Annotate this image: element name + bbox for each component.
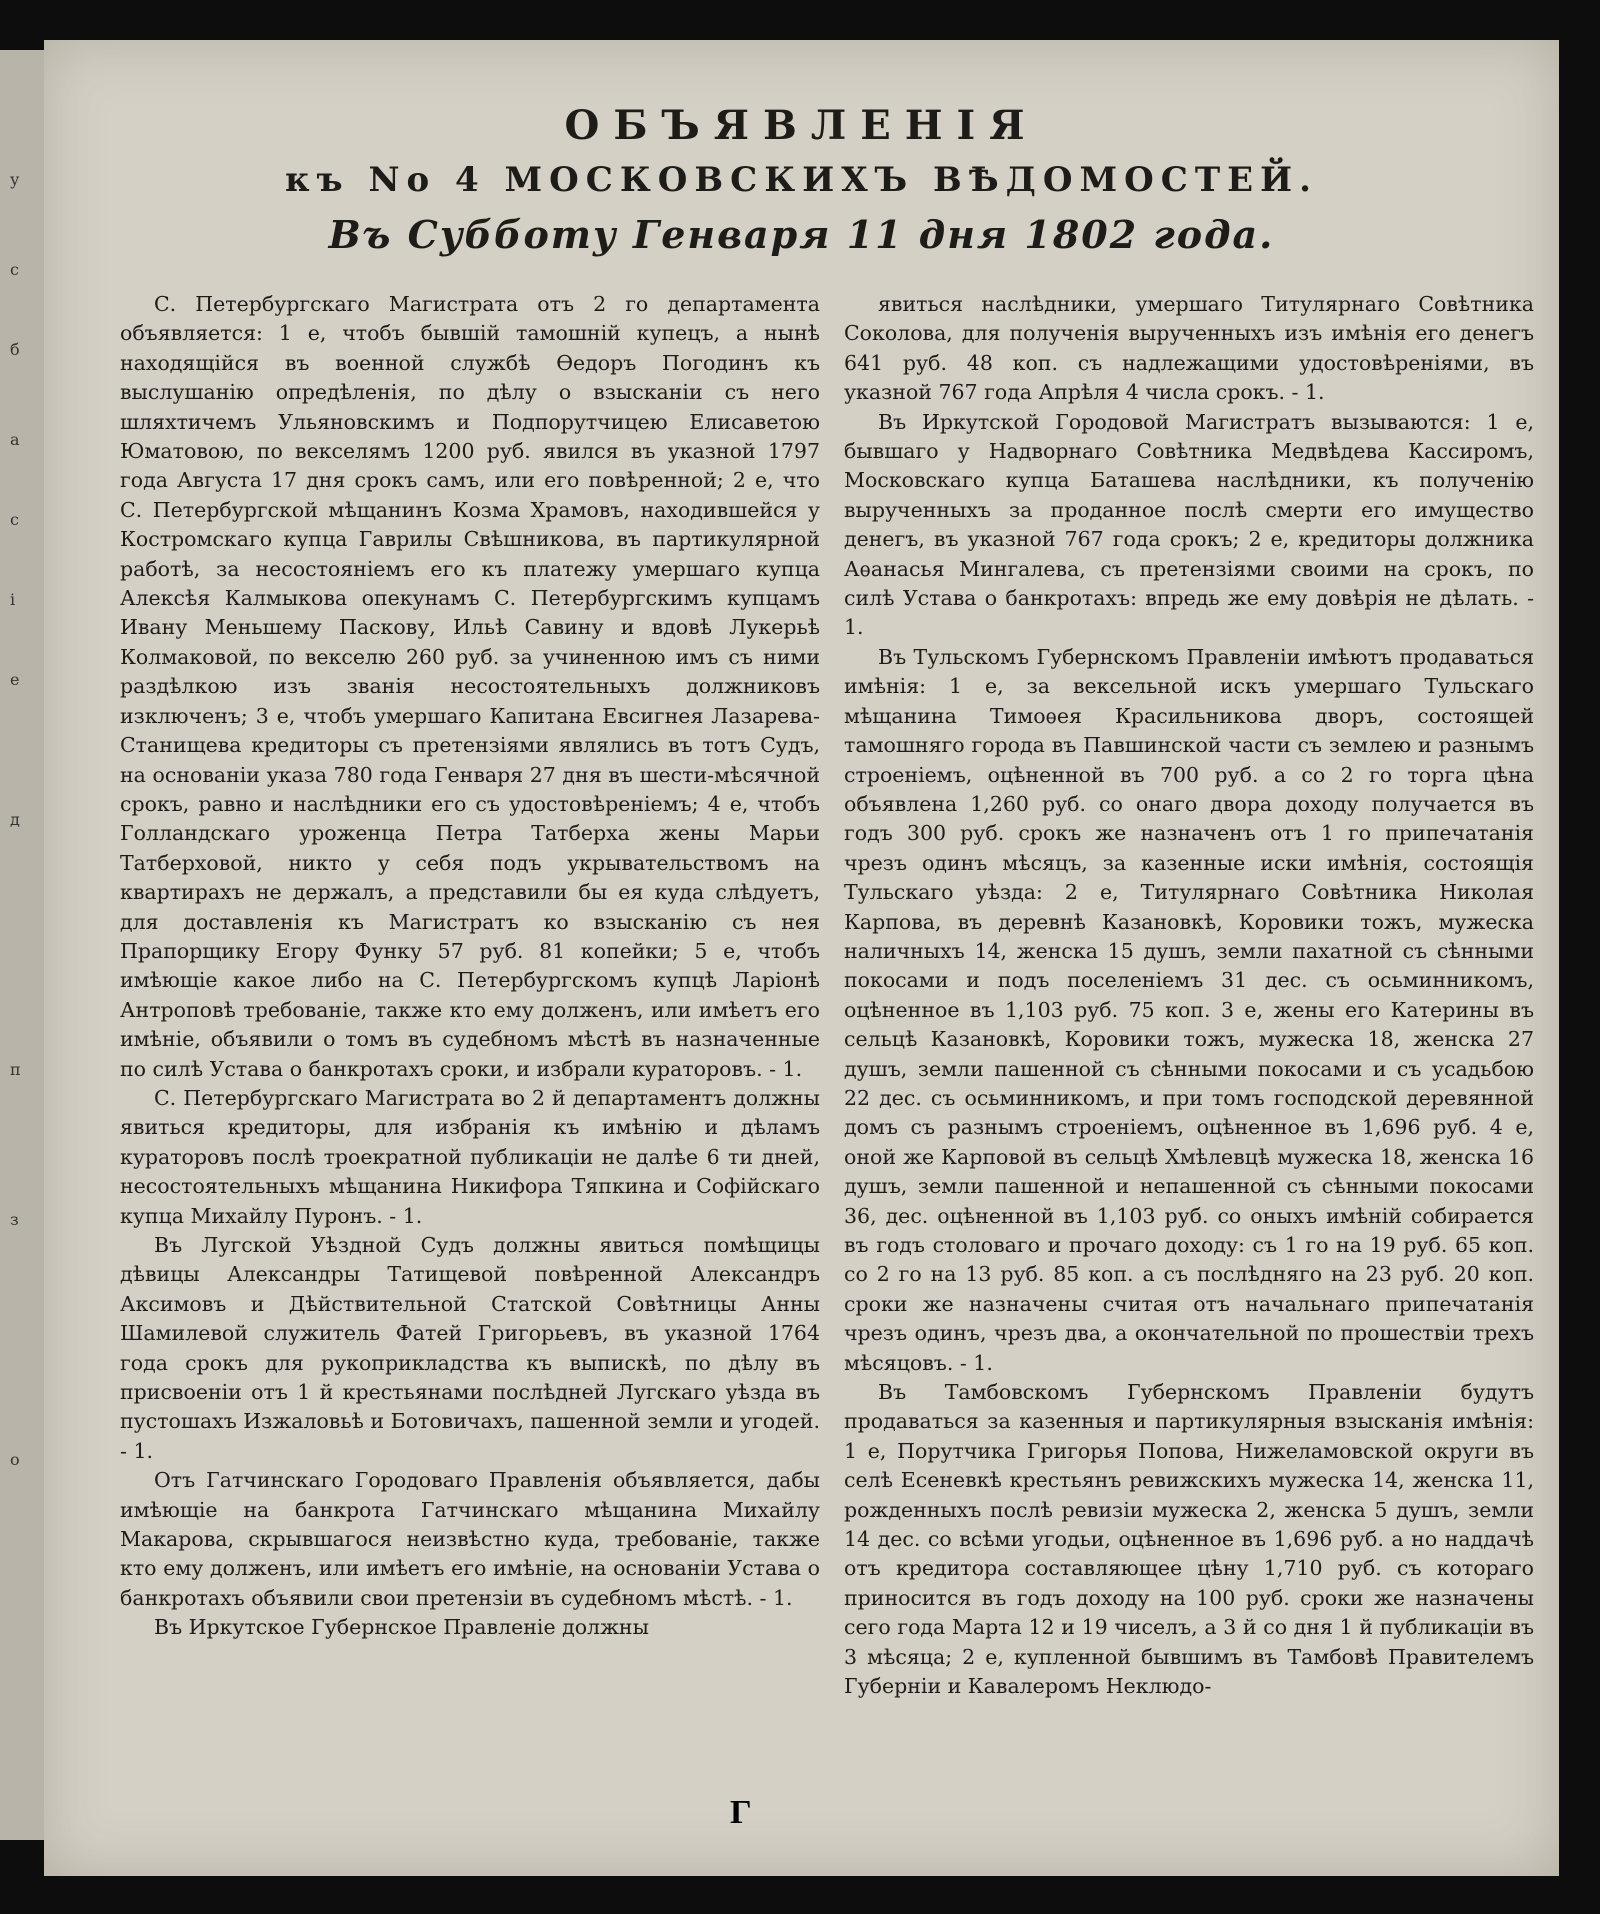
margin-mark: а (10, 430, 20, 449)
announcement: Въ Тульскомъ Губернскомъ Правленіи имѣютъ продаваться имѣнія: 1 е, за вексельной искъ умершаго Тульскаго мѣщанина Тимоѳея Красильникова дворъ, состоящей тамошняго города въ Павшинской части съ землею и разнымъ строеніемъ, оцѣненной въ 700 руб. а со 2 го торга цѣна объявлена 1,260 руб. со онаго двора доходу получается въ годъ 300 руб. срокъ же назначенъ отъ 1 го припечатанія чрезъ одинъ мѣсяцъ, за казенные иски имѣнія, состоящія Тульскаго уѣзда: 2 е, Титулярнаго Совѣтника Николая Карпова, въ деревнѣ Казановкѣ, Коровики тожъ, мужеска наличныхъ 14, женска 15 душъ, земли пахатной съ сѣнными покосами и подъ поселеніемъ 31 дес. съ осьминникомъ, оцѣненное въ 1,103 руб. 75 коп. 3 е, жены его Катерины въ сельцѣ Казановкѣ, Коровики тожъ, мужеска 18, женска 27 душъ, земли пашенной съ сѣнными покосами и съ усадьбою 22 дес. съ осьминникомъ, и при томъ господской деревянной домъ съ разнымъ строеніемъ, оцѣненное въ 1,696 руб. 4 е, оной же Карповой въ сельцѣ Хмѣлевцѣ мужеска 18, женска 16 душъ, земли пашенной и непашенной съ сѣнными покосами 36, дес. оцѣненной въ 1,103 руб. со оныхъ имѣній собирается въ годъ столоваго и прочаго доходу: съ 1 го на 19 руб. 65 коп. со 2 го на 13 руб. 85 коп. а съ послѣдняго на 23 руб. 20 коп. сроки же назначены считая отъ начальнаго припечатанія чрезъ одинъ, чрезъ два, а окончательной по прошествіи трехъ мѣсяцовъ. - 1. (844, 644, 1534, 1375)
margin-mark: с (10, 260, 19, 279)
announcement: явиться наслѣдники, умершаго Титулярнаго Совѣтника Соколова, для полученія вырученныхъ изъ имѣнія его денегъ 641 руб. 48 коп. съ надлежащими удостовѣреніями, въ указной 767 года Апрѣля 4 числа срокъ. - 1. (844, 292, 1534, 405)
margin-mark: с (10, 510, 19, 529)
announcement: Въ Лугской Уѣздной Судъ должны явиться помѣщицы дѣвицы Александры Татищевой повѣренной Александръ Аксимовъ и Дѣйствительной Статской Совѣтницы Анны Шамилевой служитель Фатей Григорьевъ, въ указной 1764 года срокъ для рукоприкладства къ выпискѣ, по дѣлу въ присвоеніи отъ 1 й крестьянами послѣдней Лугскаго уѣзда въ пустошахъ Изжаловьѣ и Ботовичахъ, пашенной земли и угодей. - 1. (120, 1233, 820, 1463)
announcement: Въ Иркутское Губернское Правленіе должны (154, 1615, 649, 1640)
masthead (44, 40, 1559, 257)
right-column (844, 290, 1534, 1820)
margin-mark: о (10, 1450, 20, 1469)
announcement: Отъ Гатчинскаго Городоваго Правленія объявляется, дабы имѣющіе на банкрота Гатчинскаго мѣщанина Михайлу Макарова, скрывшагося неизвѣстно куда, требованіе, также кто ему долженъ, или имѣетъ его имѣніе, на основаніи Устава о банкротахъ объявили свои претензіи въ судебномъ мѣстѣ. - 1. (120, 1468, 820, 1610)
margin-mark: і (10, 590, 16, 609)
page-title: ОБЪЯВЛЕНІЯ (564, 102, 1039, 149)
announcement: Въ Тамбовскомъ Губернскомъ Правленіи будутъ продаваться за казенныя и партикулярныя взысканія имѣнія: 1 е, Порутчика Григорья Попова, Нижеламовской округи въ селѣ Есеневкѣ крестьянъ ревижскихъ мужеска 14, женска 11, рожденныхъ послѣ ревизіи мужеска 2, женска 5 душъ, земли 14 дес. со всѣми угодьи, оцѣненное въ 1,696 руб. а но наддачѣ отъ кредитора составляющее цѣну 1,710 руб. съ котораго приносится въ годъ доходу на 100 руб. сроки же назначены сего года Марта 12 и 19 чиселъ, а 3 й со дня 1 й публикаціи въ 3 мѣсяца; 2 е, купленной бывшимъ въ Тамбовѣ Правителемъ Губерніи и Кавалеромъ Неклюдо- (844, 1380, 1534, 1699)
newspaper-page (44, 40, 1559, 1876)
left-column (120, 290, 820, 1820)
previous-page-edge (0, 50, 44, 1840)
signature-mark: Г (730, 1794, 752, 1831)
margin-mark: д (10, 810, 20, 829)
issue-date: Въ Субботу Генваря 11 дня 1802 года. (328, 212, 1275, 257)
margin-mark: п (10, 1060, 21, 1079)
announcement: С. Петербургскаго Магистрата отъ 2 го департамента объявляется: 1 е, чтобъ бывшій тамошній купецъ, а нынѣ находящійся въ военной службѣ Ѳедоръ Погодинъ къ выслушанію опредѣленія, по дѣлу о взысканіи съ него шляхтичемъ Ульяновскимъ и Подпорутчицею Елисаветою Юматовою, по векселямъ 1200 руб. явился въ указной 1797 года Августа 17 дня срокъ самъ, или его повѣренной; 2 е, что С. Петербургской мѣщанинъ Козма Храмовъ, находившейся у Костромскаго купца Гаврилы Свѣшникова, въ партикулярной работѣ, за несостояніемъ его къ платежу умершаго купца Алексѣя Калмыкова опекунамъ С. Петербургскимъ купцамъ Ивану Меньшему Паскову, Ильѣ Савину и вдовѣ Лукерьѣ Колмаковой, по векселю 260 руб. за учиненною имъ съ ними раздѣлкою изъ званія несостоятельныхъ должниковъ изключенъ; 3 е, чтобъ умершаго Капитана Евсигнея Лазарева-Станищева кредиторы съ претензіями являлись въ тотъ Судъ, на основаніи указа 780 года Генваря 27 дня въ шести-мѣсячной срокъ, равно и наслѣдники его съ удостовѣреніемъ; 4 е, чтобъ Голландскаго уроженца Петра Татберха жены Марьи Татберховой, никто у себя подъ укрывательствомъ на квартирахъ не держалъ, а представили бы ея куда слѣдуетъ, для доставленія къ Магистратъ ко взысканію съ нея Прапорщику Егору Функу 57 руб. 81 копейки; 5 е, чтобъ имѣющіе какое либо на С. Петербургскомъ купцѣ Ларіонѣ Антроповѣ требованіе, также кто ему долженъ, или имѣетъ его имѣніе, объявили о томъ въ судебномъ мѣстѣ въ назначенные по силѣ Устава о банкротахъ сроки, и избрали кураторовъ. - 1. (120, 292, 820, 1081)
margin-mark: е (10, 670, 20, 689)
margin-mark: з (10, 1210, 19, 1229)
margin-mark: б (10, 340, 20, 359)
announcement: С. Петербургскаго Магистрата во 2 й департаментъ должны явиться кредиторы, для избранія къ имѣнію и дѣламъ кураторовъ послѣ троекратной публикаціи не далѣе 6 ти дней, несостоятельныхъ мѣщанина Никифора Тяпкина и Софійскаго купца Михайлу Пуронъ. - 1. (120, 1085, 820, 1228)
margin-mark: у (10, 170, 20, 189)
page-subtitle: къ No 4 МОСКОВСКИХЪ ВѢДОМОСТЕЙ. (284, 160, 1319, 200)
announcement: Въ Иркутской Городовой Магистратъ вызываются: 1 е, бывшаго у Надворнаго Совѣтника Медвѣдева Кассиромъ, Московскаго купца Баташева наслѣдники, къ полученію вырученныхъ за проданное послѣ смерти его имущество денегъ, въ указной 767 года срокъ; 2 е, кредиторы должника Аѳанасья Мингалева, съ претензіями своими на срокъ, по силѣ Устава о банкротахъ: впредь же ему довѣрія не дѣлать. - 1. (844, 409, 1534, 640)
